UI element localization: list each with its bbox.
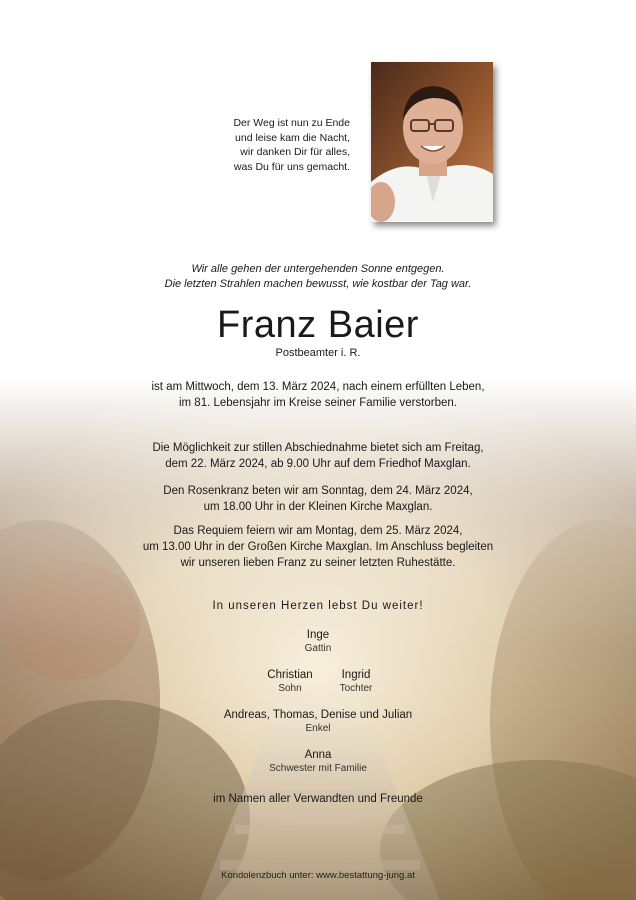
mourner-relation: Enkel [305,723,331,734]
poem-line: was Du für uns gemacht. [233,160,350,173]
paragraph-line: Das Requiem feiern wir am Montag, dem 25. März 2024, [173,525,463,537]
mourner-relation: Gattin [304,643,332,654]
paragraph-line: Den Rosenkranz beten wir am Sonntag, dem 24. März 2024, [163,485,473,497]
mourner-grandchildren [120,708,516,735]
mourner-name: Andreas, Thomas, Denise und Julian [223,709,413,721]
mourner-name: Anna [304,749,332,761]
mourner-name: Ingrid [341,669,371,681]
relatives-line: im Namen aller Verwandten und Freunde [213,793,423,805]
poem-line: wir danken Dir für alles, [240,146,350,158]
deceased-name: Franz Baier [217,304,419,346]
poem-line: und leise kam die Nacht, [235,131,350,144]
poem-line: Der Weg ist nun zu Ende [233,117,350,129]
paragraph-line: wir unseren lieben Franz zu seiner letzten Ruhestätte. [180,557,456,569]
mourner-ingrid [322,668,390,695]
remembrance-line: In unseren Herzen lebst Du weiter! [212,600,424,612]
paragraph-line: Die Möglichkeit zur stillen Abschiednahme bietet sich am Freitag, [152,442,484,454]
mourner-name: Christian [267,669,313,681]
rosary-paragraph [40,483,596,515]
farewell-paragraph [40,440,596,472]
deceased-occupation: Postbeamter i. R. [275,347,361,359]
mourner-inge [268,628,368,655]
mourner-relation: Schwester mit Familie [269,763,367,774]
mourner-anna [218,748,418,775]
death-announcement [40,379,596,411]
death-announcement-line: im 81. Lebensjahr im Kreise seiner Familie verstorben. [178,397,458,409]
motto-line: Die letzten Strahlen machen bewusst, wie kostbar der Tag war. [164,278,472,290]
mourner-relation: Tochter [339,683,373,694]
paragraph-line: um 18.00 Uhr in der Kleinen Kirche Maxglan. [203,501,433,513]
death-announcement-line: ist am Mittwoch, dem 13. März 2024, nach einem erfüllten Leben, [151,381,485,393]
paragraph-line: um 13.00 Uhr in der Großen Kirche Maxglan. Im Anschluss begleiten [142,541,494,553]
motto [40,262,596,292]
paragraph-line: dem 22. März 2024, ab 9.00 Uhr auf dem Friedhof Maxglan. [165,458,471,470]
motto-line: Wir alle gehen der untergehenden Sonne entgegen. [191,263,445,275]
portrait-photo [371,62,493,222]
mourner-name: Inge [306,629,330,641]
requiem-paragraph [40,523,596,571]
condolence-book-link[interactable]: Kondolenzbuch unter: www.bestattung-jung.at [221,870,415,881]
poem [120,116,350,174]
mourner-relation: Sohn [278,683,302,694]
mourner-christian [250,668,330,695]
